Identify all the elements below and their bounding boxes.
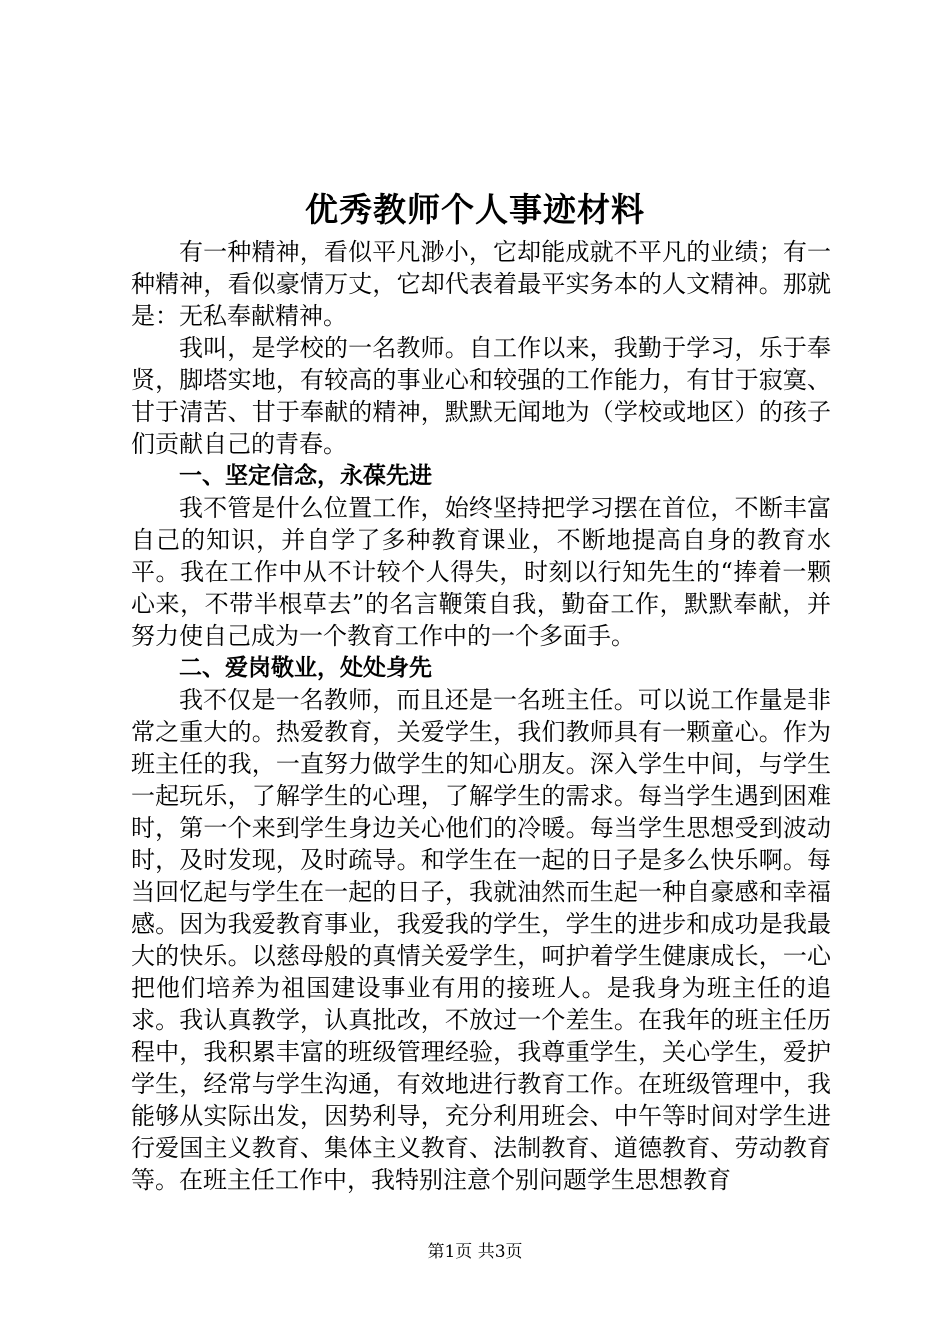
self-introduction-paragraph: 我叫，是学校的一名教师。自工作以来，我勤于学习，乐于奉贤，脚塔实地，有较高的事业心和较强的工作能力，有甘于寂寞、甘于清苦、甘于奉献的精神，默默无闻地为（学校或地区）的孩子们贡献自己的青春。: [131, 334, 831, 458]
document-body: [131, 236, 831, 1196]
page-number-footer: 第1页 共3页: [427, 1242, 523, 1262]
section-1-paragraph: 我不管是什么位置工作，始终坚持把学习摆在首位，不断丰富自己的知识，并自学了多种教育课业，不断地提高自身的教育水平。我在工作中从不计较个人得失，时刻以行知先生的“捧着一颗心来，不带半根草去”的名言鞭策自我，勤奋工作，默默奉献，并努力使自己成为一个教育工作中的一个多面手。: [131, 494, 831, 650]
section-2-paragraph: 我不仅是一名教师，而且还是一名班主任。可以说工作量是非常之重大的。热爱教育，关爱学生，我们教师具有一颗童心。作为班主任的我，一直努力做学生的知心朋友。深入学生中间，与学生一起玩乐，了解学生的心理，了解学生的需求。每当学生遇到困难时，第一个来到学生身边关心他们的冷暖。每当学生思想受到波动时，及时发现，及时疏导。和学生在一起的日子是多么快乐啊。每当回忆起与学生在一起的日子，我就油然而生起一种自豪感和幸福感。因为我爱教育事业，我爱我的学生，学生的进步和成功是我最大的快乐。以慈母般的真情关爱学生，呵护着学生健康成长，一心把他们培养为祖国建设事业有用的接班人。是我身为班主任的追求。我认真教学，认真批改，不放过一个差生。在我年的班主任历程中，我积累丰富的班级管理经验，我尊重学生，关心学生，爱护学生，经常与学生沟通，有效地进行教育工作。在班级管理中，我能够从实际出发，因势利导，充分利用班会、中午等时间对学生进行爱国主义教育、集体主义教育、法制教育、道德教育、劳动教育等。在班主任工作中，我特别注意个别问题学生思想教育: [131, 686, 831, 1194]
section-heading-1: 一、坚定信念，永葆先进: [179, 463, 432, 489]
document-title: 优秀教师个人事迹材料: [305, 190, 645, 229]
intro-paragraph: 有一种精神，看似平凡渺小，它却能成就不平凡的业绩；有一种精神，看似豪情万丈，它却代表着最平实务本的人文精神。那就是：无私奉献精神。: [131, 238, 831, 330]
section-heading-2: 二、爱岗敬业，处处身先: [179, 655, 432, 681]
